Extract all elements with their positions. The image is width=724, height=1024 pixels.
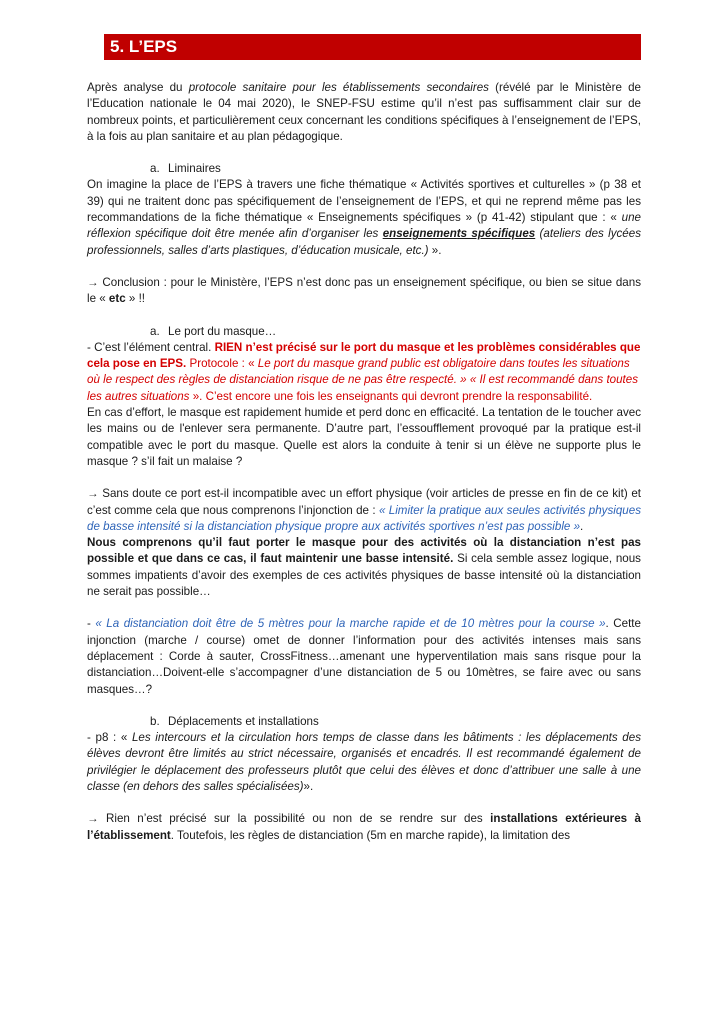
section-number: 5. xyxy=(110,37,125,56)
masque-paragraph: - C’est l’élément central. RIEN n’est précisé sur le port du masque et les problèmes considérables que cela pose en EPS. Protocole : « Le port du masque grand public est obligatoire dans toutes les situations où le respect des règles de distanciation risque de ne pas être respecté. » « Il est recommandé dans toutes les autres situations ». C’est encore une fois les enseignants qui devront prendre la responsabilité. xyxy=(87,340,641,403)
subheading-liminaires: a. Liminaires xyxy=(150,162,221,176)
comprenons-paragraph: Nous comprenons qu’il faut porter le masque pour des activités où la distanciation n’est pas possible et que dans ce cas, il faut maintenir une basse intensité. Si cela semble assez logique, nous sommes impatients d’avoir des exemples de ces activités physiques de basse intensité où la distanciation ne serait pas possible… xyxy=(87,536,641,599)
distanciation-paragraph: - « La distanciation doit être de 5 mètres pour la marche rapide et de 10 mètres pour la course ». Cette injonction (marche / course) omet de donner l’information pour des activités intenses mais sans déplacement : Corde à sauter, CrossFitness…amenant une hyperventilation mais sans risque pour la distanciation…Doivent-elle s’accompagner d’une distanciation de 5 ou 10mètres, se faire avec ou sans masques…? xyxy=(87,617,641,696)
conclusion-paragraph: → Conclusion : pour le Ministère, l’EPS n’est donc pas un enseignement spécifique, ou bien se situe dans le « etc » !! xyxy=(87,275,641,306)
intro-paragraph: Après analyse du protocole sanitaire pour les établissements secondaires (révélé par le Ministère de l’Education nationale le 04 mai 2020), le SNEP-FSU estime qu’il n’est pas suffisamment clair sur de nombreux points, et particulièrement ceux concernant les conditions spécifiques à l’enseignement de l’EPS, à la fois au plan sanitaire et au plan pédagogique. xyxy=(87,81,641,143)
liminaires-paragraph: On imagine la place de l’EPS à travers une fiche thématique « Activités sportives et culturelles » (p 38 et 39) qui ne traitent donc pas spécifiquement de l’enseignement de l’EPS, et qui ne reprend même pas les recommandations de la fiche thématique « Enseignements spécifiques » (p 41-42) stipulant que : « une réflexion spécifique doit être menée afin d’organiser les enseignements spécifiques (ateliers des lycées professionnels, salles d’arts plastiques, d’éducation musicale, etc.) ». xyxy=(87,178,642,257)
subheading-masque: a. Le port du masque… xyxy=(150,324,277,338)
arrow-icon: → xyxy=(87,487,99,501)
enseignements-specifiques-emphasis: enseignements spécifiques xyxy=(382,227,536,241)
section-title: L’EPS xyxy=(128,37,178,56)
deplacements-paragraph: - p8 : « Les intercours et la circulation hors temps de classe dans les bâtiments : les déplacements des élèves devront être limités au strict nécessaire, organisés et encadrés. Il est recommandé également de privilégier le déplacement des professeurs plutôt que celui des élèves et donc d’attribuer une salle à une classe (en dehors des salles spécialisées)». xyxy=(87,731,641,793)
installations-paragraph: → Rien n’est précisé sur la possibilité ou non de se rendre sur des installations extérieures à l’établissement. Toutefois, les règles de distanciation (5m en marche rapide), la limitation des xyxy=(87,812,641,842)
arrow-icon: → xyxy=(87,812,99,826)
effort-paragraph: En cas d’effort, le masque est rapidement humide et perd donc en efficacité. La tentation de le toucher avec les mains ou de l'enlever sera permanente. D’autre part, l’essoufflement provoqué par la pratique est-il compatible avec le port du masque. Quelle est alors la conduite à tenir si un élève ne supporte plus le masque ? s’il fait un malaise ? xyxy=(87,406,641,468)
subheading-deplacements: b. Déplacements et installations xyxy=(150,714,319,728)
sans-doute-paragraph: → Sans doute ce port est-il incompatible avec un effort physique (voir articles de presse en fin de ce kit) et c’est comme cela que nous comprenons l’injonction de : « Limiter la pratique aux seules activités physiques de basse intensité si la distanciation physique propre aux activités sportives n’est pas possible ». xyxy=(87,487,641,533)
section-title-bar xyxy=(104,34,641,60)
document-page xyxy=(87,34,641,844)
arrow-icon: → xyxy=(87,275,99,289)
